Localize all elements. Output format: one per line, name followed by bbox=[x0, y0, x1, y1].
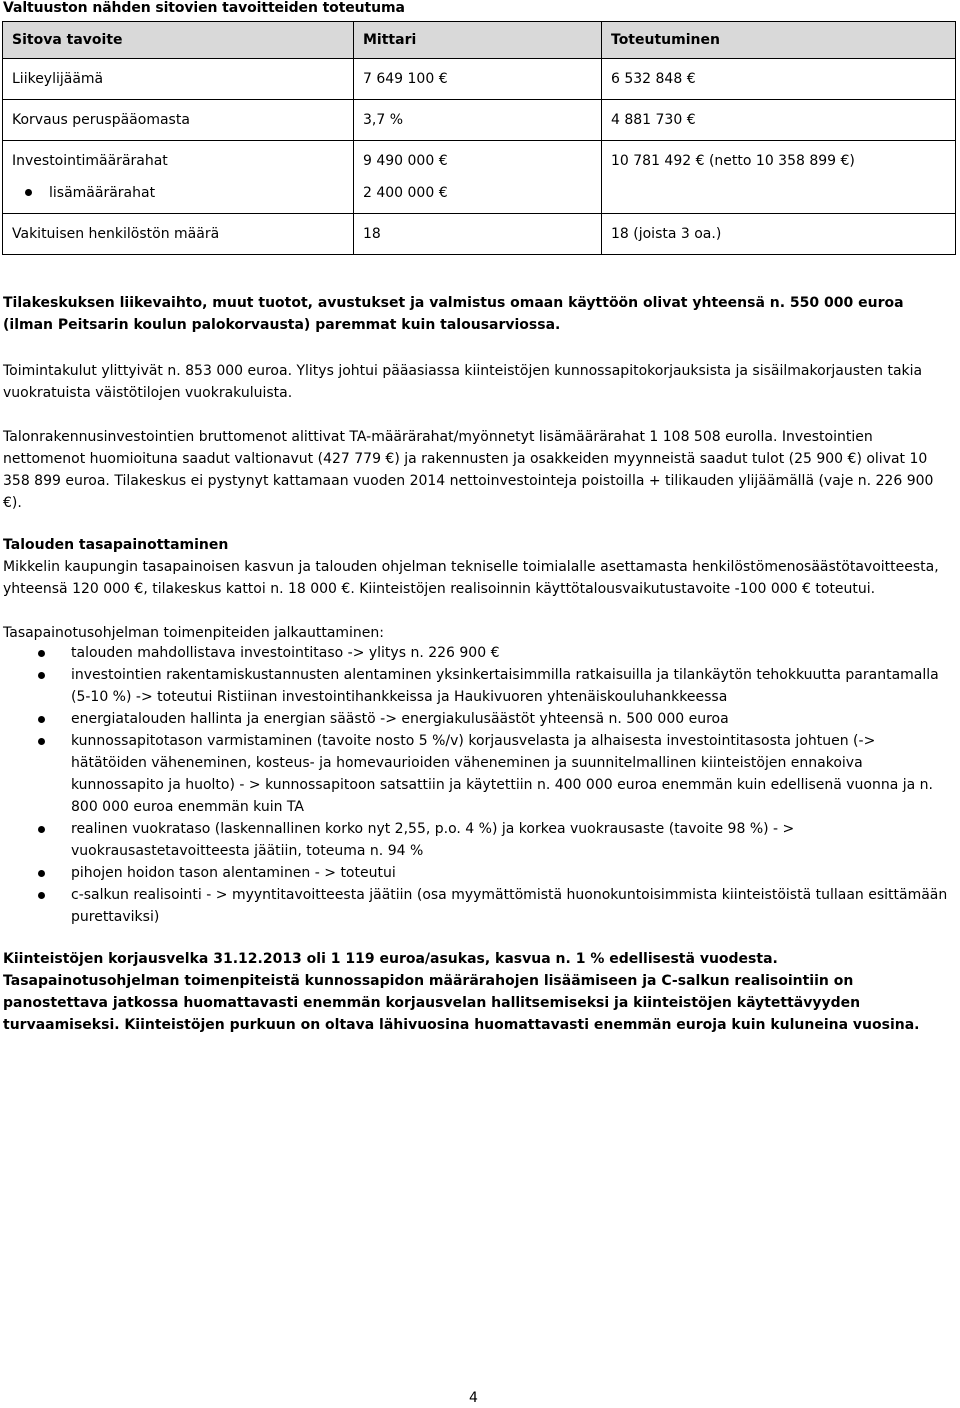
cell-goal bbox=[3, 141, 354, 214]
table-row bbox=[3, 141, 956, 214]
cell-goal-sub: lisämäärärahat bbox=[12, 177, 344, 209]
revenue-paragraph: Tilakeskuksen liikevaihto, muut tuotot, avustukset ja valmistus omaan käyttöön olivat yhteensä n. 550 000 euroa (ilman Peitsarin koulun palokorvausta) paremmat kuin talousarviossa. bbox=[3, 295, 904, 333]
cell-result-main: 10 781 492 € (netto 10 358 899 €) bbox=[611, 153, 855, 169]
cell-result-blank bbox=[611, 177, 946, 209]
cell-result: 4 881 730 € bbox=[602, 100, 956, 141]
cell-result bbox=[602, 141, 956, 214]
cell-result: 18 (joista 3 oa.) bbox=[602, 214, 956, 255]
header-goal: Sitova tavoite bbox=[3, 22, 354, 59]
list-item: c-salkun realisointi - > myyntitavoitteesta jäätiin (osa myymättömistä huonokuntoisimmista kiinteistöistä tullaan esittämään purettaviksi) bbox=[3, 884, 953, 928]
list-item: investointien rakentamiskustannusten alentaminen yksinkertaisimmilla ratkaisuilla ja tilankäytön tehokkuutta parantamalla (5-10 %) -> toteutui Ristiinan investointihankkeissa ja Haukivuoren yhtenäiskouluhankkeessa bbox=[3, 664, 953, 708]
cell-measure-main: 9 490 000 € bbox=[363, 153, 448, 169]
costs-paragraph: Toimintakulut ylittyivät n. 853 000 euroa. Ylitys johtui pääasiassa kiinteistöjen kunnossapitokorjauksista ja sisäilmakorjausten takia vuokratuista väistötilojen vuokrakuluista. bbox=[3, 363, 923, 401]
measures-list bbox=[3, 642, 953, 928]
cell-result: 6 532 848 € bbox=[602, 59, 956, 100]
cell-goal-main: Investointimäärärahat bbox=[12, 153, 168, 169]
cell-measure: 3,7 % bbox=[354, 100, 602, 141]
header-measure: Mittari bbox=[354, 22, 602, 59]
measures-intro: Tasapainotusohjelman toimenpiteiden jalkauttaminen: bbox=[3, 625, 385, 641]
balance-title: Talouden tasapainottaminen bbox=[3, 537, 229, 553]
repair-debt-paragraph: Kiinteistöjen korjausvelka 31.12.2013 oli 1 119 euroa/asukas, kasvua n. 1 % edellisestä vuodesta. Tasapainotusohjelman toimenpiteistä kunnossapidon määrärahojen lisäämiseen ja C-salkun realisointiin on panostettava jatkossa huomattavasti enemmän korjausvelan hallitsemiseksi ja kiinteistöjen käytettävyyden turvaamiseksi. Kiinteistöjen purkuun on oltava lähivuosina huomattavasti enemmän euroja kuin kuluneina vuosina. bbox=[3, 951, 920, 1033]
cell-goal: Vakituisen henkilöstön määrä bbox=[3, 214, 354, 255]
header-result: Toteutuminen bbox=[602, 22, 956, 59]
table-row bbox=[3, 59, 956, 100]
list-item: kunnossapitotason varmistaminen (tavoite nosto 5 %/v) korjausvelasta ja alhaisesta investointitasosta johtuen (-> hätätöiden väheneminen, kosteus- ja homevaurioiden väheneminen ja suunnitelmallinen kiinteistöjen ennakoiva kunnossapito ja huolto) - > kunnossapitoon satsattiin ja käytettiin n. 400 000 euroa enemmän kuin edellisenä vuonna ja n. 800 000 euroa enemmän kuin TA bbox=[3, 730, 953, 818]
list-item: talouden mahdollistava investointitaso -> ylitys n. 226 900 € bbox=[3, 642, 953, 664]
cell-goal: Korvaus peruspääomasta bbox=[3, 100, 354, 141]
list-item: pihojen hoidon tason alentaminen - > toteutui bbox=[3, 862, 953, 884]
page-heading: Valtuuston nähden sitovien tavoitteiden toteutuma bbox=[3, 0, 405, 16]
cell-goal: Liikeylijäämä bbox=[3, 59, 354, 100]
table-header-row bbox=[3, 22, 956, 59]
list-item: energiatalouden hallinta ja energian säästö -> energiakulusäästöt yhteensä n. 500 000 euroa bbox=[3, 708, 953, 730]
table-row bbox=[3, 214, 956, 255]
cell-measure bbox=[354, 141, 602, 214]
cell-measure: 18 bbox=[354, 214, 602, 255]
cell-measure-sub: 2 400 000 € bbox=[363, 185, 448, 201]
page-number: 4 bbox=[469, 1390, 478, 1406]
goals-table bbox=[2, 21, 956, 255]
investments-paragraph: Talonrakennusinvestointien bruttomenot alittivat TA-määrärahat/myönnetyt lisämäärärahat 1 108 508 eurolla. Investointien nettomenot huomioituna saadut valtionavut (427 779 €) ja rakennusten ja osakkeiden myynneistä saadut tulot (25 900 €) olivat 10 358 899 euroa. Tilakeskus ei pystynyt kattamaan vuoden 2014 nettoinvestointeja poistoilla + tilikauden ylijäämällä (vaje n. 226 900 €). bbox=[3, 429, 934, 511]
table-row bbox=[3, 100, 956, 141]
list-item: realinen vuokrataso (laskennallinen korko nyt 2,55, p.o. 4 %) ja korkea vuokrausaste (tavoite 98 %) - > vuokrausastetavoitteesta jäätiin, toteuma n. 94 % bbox=[3, 818, 953, 862]
cell-measure: 7 649 100 € bbox=[354, 59, 602, 100]
balance-paragraph: Mikkelin kaupungin tasapainoisen kasvun ja talouden ohjelman tekniselle toimialalle asettamasta henkilöstömenosäästötavoitteesta, yhteensä 120 000 €, tilakeskus kattoi n. 18 000 €. Kiinteistöjen realisoinnin käyttötalousvaikutustavoite -100 000 € toteutui. bbox=[3, 559, 939, 597]
